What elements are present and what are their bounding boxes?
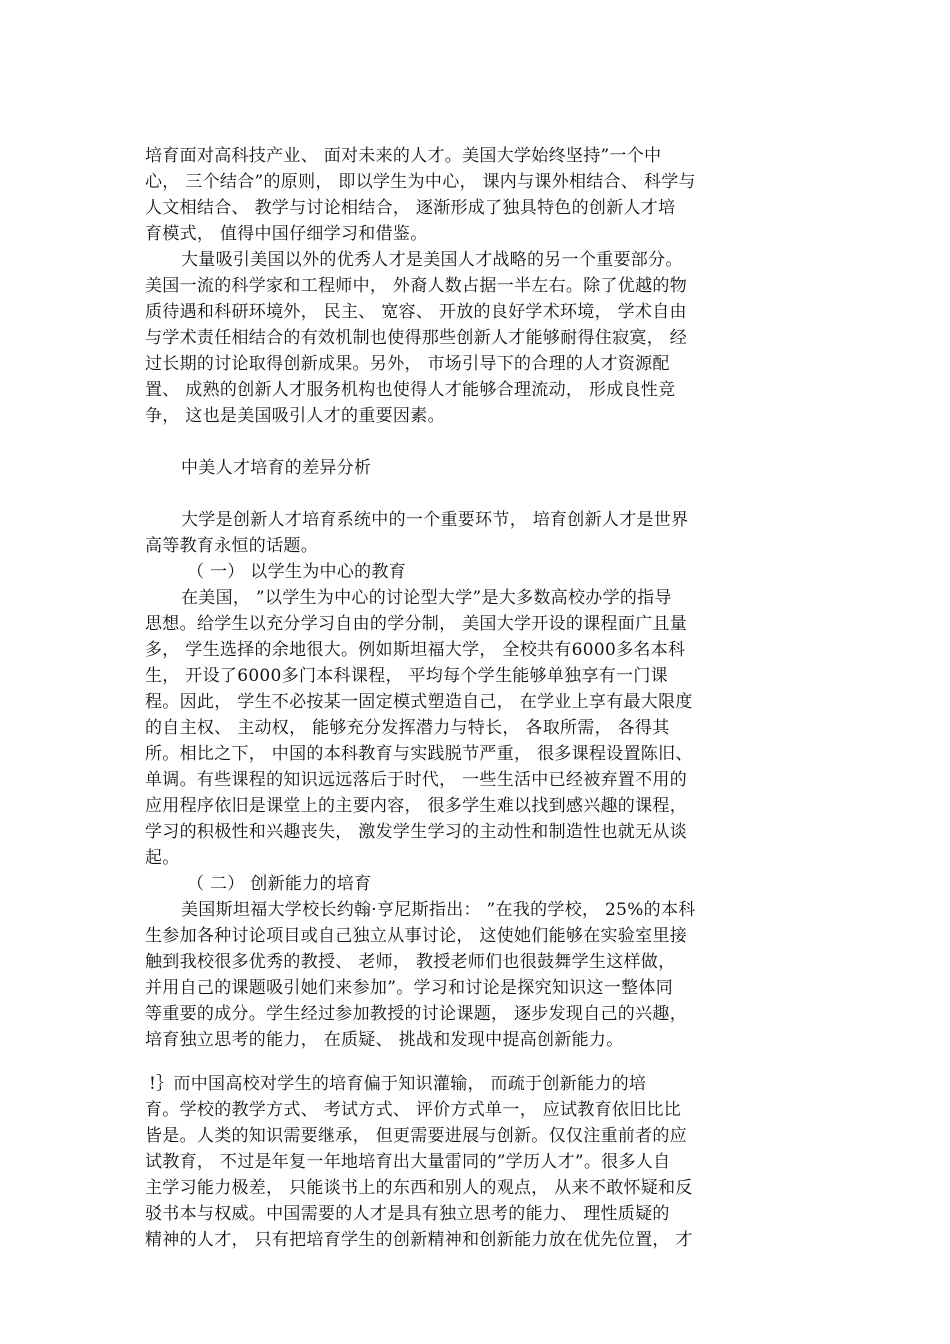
subheading-innovation-ability: （ 二） 创新能力的培育 — [187, 874, 372, 894]
paragraph-6-line: !｝而中国高校对学生的培育偏于知识灌输， 而疏于创新能力的培 — [149, 1074, 647, 1094]
paragraph-6 — [145, 1071, 755, 1253]
paragraph-1 — [145, 143, 755, 247]
paragraph-2-line: 质待遇和科研环境外， 民主、 宽容、 开放的良好学术环境， 学术自由 — [145, 302, 687, 322]
document-body — [145, 143, 755, 1253]
paragraph-3-line: 高等教育永恒的话题。 — [145, 536, 318, 556]
paragraph-4-line: 应用程序依旧是课堂上的主要内容， 很多学生难以找到感兴趣的课程， — [145, 796, 688, 816]
paragraph-4-line: 在美国， ”以学生为中心的讨论型大学”是大多数高校办学的指导 — [181, 588, 672, 608]
spacer — [145, 481, 755, 507]
paragraph-4 — [145, 585, 755, 871]
paragraph-5-line: 培育独立思考的能力， 在质疑、 挑战和发现中提高创新能力。 — [145, 1030, 624, 1050]
paragraph-4-line: 单调。有些课程的知识远远落后于时代， 一些生活中已经被弃置不用的 — [145, 770, 688, 790]
paragraph-3-line: 大学是创新人才培育系统中的一个重要环节， 培育创新人才是世界 — [181, 510, 689, 530]
paragraph-2-line: 过长期的讨论取得创新成果。另外， 市场引导下的合理的人才资源配 — [145, 354, 670, 374]
paragraph-4-line: 起。 — [145, 848, 180, 868]
paragraph-2-line: 与学术责任相结合的有效机制也使得那些创新人才能够耐得住寂寞， 经 — [145, 328, 688, 348]
paragraph-5 — [145, 897, 755, 1053]
paragraph-1-line: 育模式， 值得中国仔细学习和借鉴。 — [145, 224, 428, 244]
paragraph-4-line: 学习的积极性和兴趣丧失， 激发学生学习的主动性和制造性也就无从谈 — [145, 822, 688, 842]
paragraph-4-line: 多， 学生选择的余地很大。例如斯坦福大学， 全校共有6000多名本科 — [145, 640, 686, 660]
paragraph-4-line: 所。相比之下， 中国的本科教育与实践脱节严重， 很多课程设置陈旧、 — [145, 744, 693, 764]
spacer — [145, 1053, 755, 1071]
paragraph-2 — [145, 247, 755, 429]
paragraph-5-line: 并用自己的课题吸引她们来参加”。学习和讨论是探究知识这一整体同 — [145, 978, 673, 998]
paragraph-6-line: 育。学校的教学方式、 考试方式、 评价方式单一， 应试教育依旧比比 — [145, 1100, 682, 1120]
paragraph-4-line: 的自主权、 主动权， 能够充分发挥潜力与特长， 各取所需， 各得其 — [145, 718, 670, 738]
paragraph-4-line: 思想。给学生以充分学习自由的学分制， 美国大学开设的课程面广且量 — [145, 614, 688, 634]
paragraph-5-line: 等重要的成分。学生经过参加教授的讨论课题， 逐步发现自己的兴趣， — [145, 1004, 688, 1024]
spacer — [145, 429, 755, 455]
paragraph-5-line: 生参加各种讨论项目或自己独立从事讨论， 这使她们能够在实验室里接 — [145, 926, 688, 946]
paragraph-4-line: 生， 开设了6000多门本科课程， 平均每个学生能够单独享有一门课 — [145, 666, 668, 686]
paragraph-6-line: 主学习能力极差， 只能谈书上的东西和别人的观点， 从来不敢怀疑和反 — [145, 1178, 693, 1198]
paragraph-5-line: 触到我校很多优秀的教授、 老师， 教授老师们也很鼓舞学生这样做， — [145, 952, 676, 972]
paragraph-1-line: 培育面对高科技产业、 面对未来的人才。美国大学始终坚持”一个中 — [145, 146, 662, 166]
paragraph-6-line: 驳书本与权威。中国需要的人才是具有独立思考的能力、 理性质疑的 — [145, 1204, 670, 1224]
paragraph-4-line: 程。因此， 学生不必按某一固定模式塑造自己， 在学业上享有最大限度 — [145, 692, 693, 712]
paragraph-2-line: 置、 成熟的创新人才服务机构也使得人才能够合理流动， 形成良性竞 — [145, 380, 676, 400]
paragraph-6-line: 精神的人才， 只有把培育学生的创新精神和创新能力放在优先位置， 才 — [145, 1230, 693, 1250]
section-heading: 中美人才培育的差异分析 — [181, 458, 372, 478]
paragraph-6-line: 皆是。人类的知识需要继承， 但更需要进展与创新。仅仅注重前者的应 — [145, 1126, 688, 1146]
paragraph-5-line: 美国斯坦福大学校长约翰·亨尼斯指出： ”在我的学校， 25%的本科 — [181, 900, 696, 920]
paragraph-2-line: 大量吸引美国以外的优秀人才是美国人才战略的另一个重要部分。 — [181, 250, 683, 270]
subheading-student-centered: （ 一） 以学生为中心的教育 — [187, 562, 407, 582]
paragraph-2-line: 争， 这也是美国吸引人才的重要因素。 — [145, 406, 445, 426]
paragraph-2-line: 美国一流的科学家和工程师中， 外裔人数占据一半左右。除了优越的物 — [145, 276, 688, 296]
paragraph-3 — [145, 507, 755, 559]
paragraph-1-line: 人文相结合、 教学与讨论相结合， 逐渐形成了独具特色的创新人才培 — [145, 198, 676, 218]
paragraph-1-line: 心， 三个结合”的原则， 即以学生为中心， 课内与课外相结合、 科学与 — [145, 172, 696, 192]
paragraph-6-line: 试教育， 不过是年复一年地培育出大量雷同的”学历人才”。很多人自 — [145, 1152, 671, 1172]
